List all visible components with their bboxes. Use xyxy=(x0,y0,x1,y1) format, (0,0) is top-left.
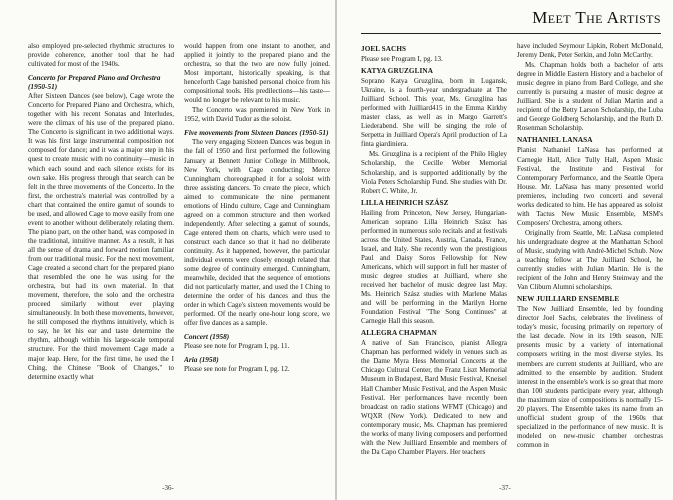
paragraph: Ms. Chapman holds both a bachelor of arts degree in Middle Eastern History and a bachelor of music degree in piano from Bard College, and she currently is pursuing a master of music degree at Juilliard. She is a student of Julian Martin and a recipient of the Betty Larson Scholarship, the Luba and George Goldberg Scholarship, and the Ruth D. Rosenman Scholarship. xyxy=(517,61,663,133)
header-rule xyxy=(361,33,661,34)
artist-heading: JOEL SACHS xyxy=(361,45,407,53)
work-heading: Aria (1958) xyxy=(184,355,219,365)
right-page xyxy=(337,0,673,500)
paragraph: have included Seymour Lipkin, Robert McDonald, Jeremy Denk, Peter Serkin, and John McCarthy. xyxy=(517,42,663,60)
paragraph: Hailing from Princeton, New Jersey, Hungarian-American soprano Lilla Heinrich Szász has performed in numerous solo recitals and at festivals across the United States, Austria, Canada, France, Israel, and Italy. She recently won the prestigious Paul and Daisy Soros Fellowship for New Americans, which will support in full her master of music degree studies at Juilliard, where she received her bachelor of music degree last May. Ms. Heinrich Szász studies with Marlene Malas and will be performing in the Marilyn Horne Foundation Festival "The Song Continues" at Carnegie Hall this season. xyxy=(361,208,507,326)
paragraph: The Concerto was premiered in New York in 1952, with David Tudor as the soloist. xyxy=(184,106,330,124)
artist-heading: KATYA GRUZGLINA xyxy=(361,67,433,76)
left-page-column-2 xyxy=(184,42,330,462)
artist-heading: ALLEGRA CHAPMAN xyxy=(361,329,437,338)
paragraph: Please see note for Program I, pg. 12. xyxy=(184,365,290,374)
left-page xyxy=(0,0,336,500)
page-number-right: -37- xyxy=(499,484,511,492)
paragraph: Originally from Seattle, Mr. LaNasa completed his undergraduate degree at the Manhattan School of Music, studying with André-Michel Schub. Now a teaching fellow at The Juilliard School, he currently studies with Julian Martin. He is the recipient of the John and Henry Steinway and the Van Cliburn Alumni scholarships. xyxy=(517,228,663,292)
artist-heading: LILLA HEINRICH SZÁSZ xyxy=(361,198,449,207)
right-page-column-1 xyxy=(361,42,507,462)
work-heading: Concert (1958) xyxy=(184,332,230,342)
paragraph: Please see Program I, pg. 13. xyxy=(361,55,443,63)
right-page-column-2 xyxy=(517,42,663,462)
paragraph: would happen from one instant to another, and applied it jointly to the prepared piano and the orchestra, so that the two are now fully joined. Most important, historically speaking, is that henceforth Cage banished personal choice from his compositional tools. His predilections—his taste—would no longer be relevant to his music. xyxy=(184,42,330,105)
running-head: Meet The Artists xyxy=(532,8,661,27)
paragraph: Ms. Gruzglina is a recipient of the Philo Higley Scholarship, the Cecille Weber Memorial Scholarship, and is supported additionally by the Viola Peters Scholarship Fund. She studies with Dr. Robert C. White, Jr. xyxy=(361,150,507,195)
work-heading: Five movements from Sixteen Dances (1950-51) xyxy=(184,128,329,138)
paragraph: also employed pre-selected rhythmic structures to provide coherence, another tool that he had cultivated for most of the 1940s. xyxy=(28,42,174,69)
artist-heading: NEW JUILLIARD ENSEMBLE xyxy=(517,295,620,304)
paragraph: Please see note for Program I, pg. 11. xyxy=(184,342,290,351)
paragraph: After Sixteen Dances (see below), Cage wrote the Concerto for Prepared Piano and Orchestra, which, together with his recent Sonatas and Interludes, were the climax of his use of the prepared piano. The Concerto is significant in two additional ways. It was his first large instrumental composition not composed for dance; and it was a major step in his quest to create music with no continuity—music in which each sound and each silence exists for its own sake. His progress through that search can be felt in the three movements of the Concerto. In the first, the orchestra's material was controlled by a chart that contained the entire gamut of sounds to be used, and allowed Cage to move easily from one event to another without deliberately relating them. The piano part, on the other hand, was composed in the traditional, intuitive manner. As a result, it has all the sense of drama and forward motion familiar from our traditional music. For the next movement, Cage created a second chart for the prepared piano that resembled the one he was using for the orchestra, but had its own material. In that movement, therefore, the solo and the orchestra proceed similarly without ever playing simultaneously. In both these movements, however, he still composed the rhythms intuitively, which is to say, he let his ear and taste determine the rhythm, although within his large-scale temporal structure. For the third movement Cage made a major leap. Here, for the first time, he used the I Ching, the Chinese "Book of Changes," to determine exactly what xyxy=(28,92,174,381)
paragraph: The New Juilliard Ensemble, led by founding director Joel Sachs, celebrates the liveliness of today's music, focusing primarily on repertory of the last decade. Now in its 19th season, NJE presents music by a variety of international composers writing in the most diverse styles. Its members are current students at Juilliard, who are admitted to the ensemble by audition. Student interest in the ensemble's work is so great that more than 100 students participate every year, although the maximum size of compositions is normally 15-20 players. The Ensemble takes its name from an unofficial student group of the 1960s that specialized in the performance of new music. It is modeled on new-music chamber orchestras common in xyxy=(517,305,663,449)
paragraph: The very engaging Sixteen Dances was begun in the fall of 1950 and first performed the following January at Bennett Junior College in Millbrook, New York, with Cage conducting; Merce Cunningham choreographed it for a soloist with three assisting dancers. To create the piece, which aimed to communicate the nine permanent emotions of Hindu culture, Cage and Cunningham agreed on a common structure and then worked independently. After selecting a gamut of sounds, Cage entered them on charts, which were used to construct each dance so that it had no deliberate continuity. As it happened, however, the particular individual events were closely enough related that some degree of continuity emerged. Cunningham, meanwhile, decided that the sequence of emotions did not particularly matter, and used the I Ching to determine the order of his dances and thus the order in which Cage's sixteen movements would be performed. Of the nearly one-hour long score, we offer five dances as a sample. xyxy=(184,138,330,328)
paragraph: Soprano Katya Gruzglina, born in Lugansk, Ukraine, is a fourth-year undergraduate at The Juilliard School. This year, Ms. Gruzglina has performed with Juilliard415 in the Emma Kirkby master class, as well as in Margo Garrett's Liederabend. She will be singing the role of Serpetta in Juilliard Opera's April production of La finta giardiniera. xyxy=(361,77,507,149)
work-heading: Concerto for Prepared Piano and Orchestra (1950-51) xyxy=(28,73,161,92)
paragraph: Pianist Nathaniel LaNasa has performed at Carnegie Hall, Alice Tully Hall, Aspen Music Festival, the Institute and Festival for Contemporary Performance, and the Seattle Opera House. Mr. LaNasa has many presented world premieres, including two concerti and several works dedicated to him. He has appeared as soloist with Tactus New Music Ensemble, MSM's Composers' Orchestra, among others. xyxy=(517,146,663,227)
page-number-left: -36- xyxy=(162,484,174,492)
left-page-column-1 xyxy=(28,42,174,462)
paragraph: A native of San Francisco, pianist Allegra Chapman has performed widely in venues such as the Dame Myra Hess Memorial Concerts at the Chicago Cultural Center, the Franz Liszt Memorial Museum in Budapest, Bard Music Festival, Kneisel Hall Chamber Music Festival, and the Aspen Music Festival. Her performances have recently been broadcast on radio stations WFMT (Chicago) and WQXR (New York). Dedicated to new and contemporary music, Ms. Chapman has premiered the works of many living composers and performed with the New Juilliard Ensemble and members of the Da Capo Chamber Players. Her teachers xyxy=(361,339,507,456)
artist-heading: NATHANIEL LANASA xyxy=(517,136,593,145)
